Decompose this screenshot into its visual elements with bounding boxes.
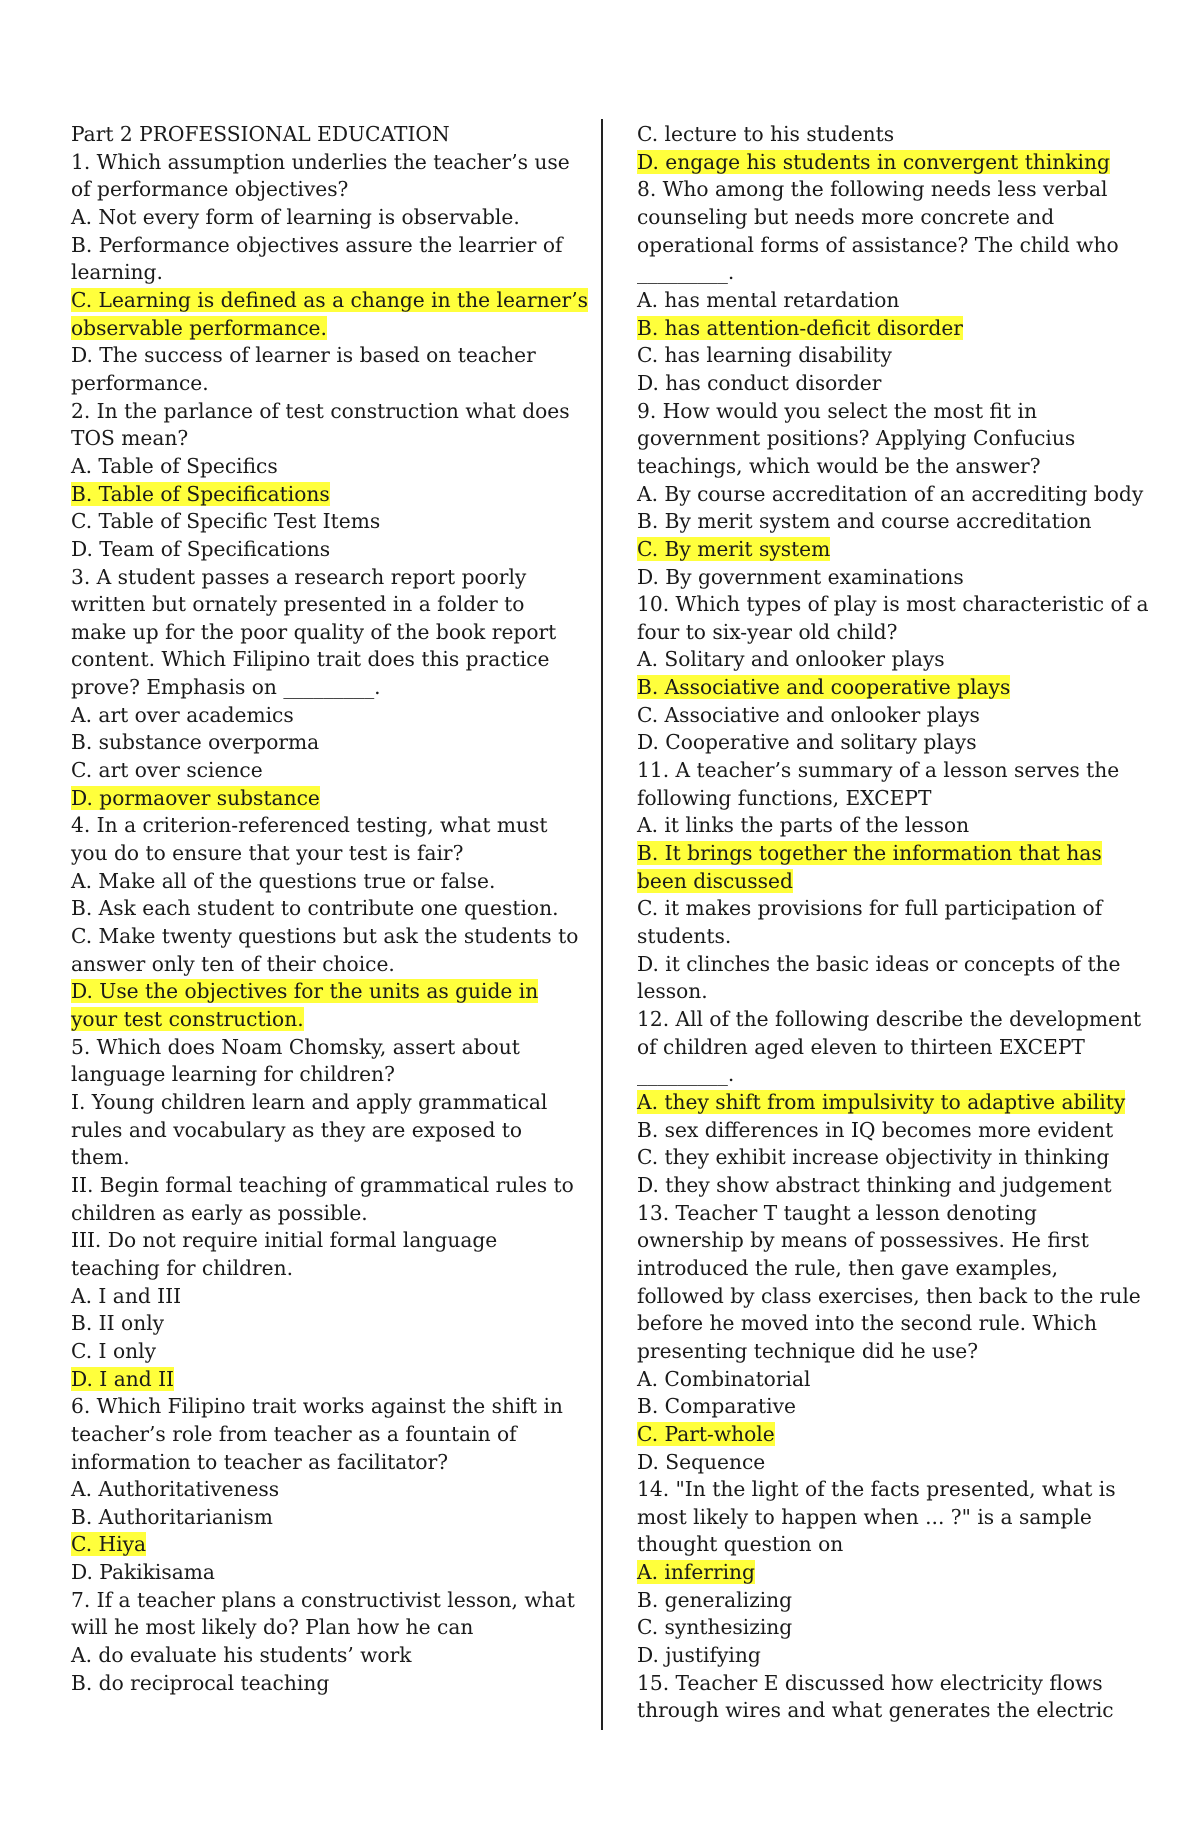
left-column-line	[71, 1587, 593, 1615]
left-column-line	[71, 1006, 593, 1034]
left-column-line	[71, 1504, 593, 1532]
right-column-line	[637, 812, 1135, 840]
line-text: II. Begin formal teaching of grammatical rules to	[71, 1172, 574, 1197]
right-column-line	[637, 481, 1144, 509]
left-column-line	[71, 757, 593, 785]
line-text: B. Performance objectives assure the learrier of	[71, 232, 563, 257]
right-column-line	[637, 564, 1135, 592]
line-text: government positions? Applying Confucius	[637, 426, 1076, 451]
line-text: III. Do not require initial formal language	[71, 1228, 498, 1253]
right-column-line	[637, 1504, 1135, 1532]
right-column-line	[637, 868, 1135, 896]
left-column-line	[71, 370, 593, 398]
left-column-line	[71, 536, 593, 564]
left-column-line	[71, 1531, 593, 1559]
left-column-line	[71, 1393, 593, 1421]
right-column-line	[637, 1338, 1135, 1366]
right-column-line	[637, 176, 1135, 204]
left-column-line	[71, 1449, 593, 1477]
left-column-line	[71, 702, 593, 730]
right-column-line	[637, 591, 1149, 619]
left-column-line	[71, 1144, 593, 1172]
highlighted-answer-text: C. Hiya	[71, 1532, 147, 1557]
line-text: 9. How would you select the most fit in	[637, 398, 1038, 423]
line-text: them.	[71, 1145, 130, 1170]
highlighted-answer-text: your test construction.	[71, 1007, 304, 1031]
line-text: 12. All of the following describe the development	[637, 1007, 1142, 1031]
right-column-line	[637, 1393, 1135, 1421]
right-column-line	[637, 1642, 1135, 1670]
left-column-line	[71, 1034, 593, 1062]
line-text: before he moved into the second rule. Which	[637, 1311, 1097, 1336]
line-text: D. it clinches the basic ideas or concepts of the	[637, 951, 1121, 976]
line-text: C. art over science	[71, 758, 263, 783]
left-column-line	[71, 868, 593, 896]
line-text: of children aged eleven to thirteen EXCEPT	[637, 1034, 1085, 1059]
left-column-line	[71, 1172, 593, 1200]
line-text: counseling but needs more concrete and	[637, 204, 1055, 229]
right-column-line	[637, 1200, 1135, 1228]
line-text: 5. Which does Noam Chomsky, assert about	[71, 1034, 520, 1059]
line-text: C. Table of Specific Test Items	[71, 509, 381, 534]
line-text: of performance objectives?	[71, 177, 349, 202]
right-column-line	[637, 1587, 1135, 1615]
line-text: C. Associative and onlooker plays	[637, 702, 980, 727]
line-text: D. Pakikisama	[71, 1560, 215, 1585]
right-column-line	[637, 1283, 1141, 1311]
right-column-line	[637, 398, 1135, 426]
line-text: B. Comparative	[637, 1394, 796, 1419]
right-column-line	[637, 536, 1135, 564]
left-column-line	[71, 287, 593, 315]
line-text: D. Sequence	[637, 1449, 766, 1474]
highlighted-answer-text: C. Learning is defined as a change in the learner’s	[71, 287, 588, 312]
line-text: introduced the rule, then gave examples,	[637, 1255, 1059, 1280]
line-text: D. By government examinations	[637, 564, 964, 589]
line-text: B. II only	[71, 1311, 165, 1336]
line-text: D. The success of learner is based on teacher	[71, 343, 536, 368]
line-text: C. synthesizing	[637, 1615, 793, 1640]
right-column-line	[637, 1227, 1135, 1255]
left-column-line	[71, 840, 593, 868]
left-column-line	[71, 1255, 593, 1283]
highlighted-answer-text: C. By merit system	[637, 536, 831, 561]
line-text: D. Team of Specifications	[71, 536, 331, 561]
line-text: B. substance overporma	[71, 730, 320, 755]
right-column-line	[637, 1061, 1135, 1089]
left-column-line	[71, 204, 593, 232]
line-text: 13. Teacher T taught a lesson denoting	[637, 1200, 1037, 1225]
line-text: B. Ask each student to contribute one question.	[71, 896, 559, 921]
left-column-line	[71, 315, 593, 343]
line-text: rules and vocabulary as they are exposed to	[71, 1117, 523, 1142]
line-text: C. lecture to his students	[637, 122, 895, 146]
line-text: 8. Who among the following needs less verbal	[637, 177, 1108, 202]
left-column-line	[71, 232, 593, 260]
right-column-line	[637, 1117, 1135, 1145]
left-column-line	[71, 674, 593, 702]
left-column-line	[71, 1476, 593, 1504]
line-text: C. it makes provisions for full participation of	[637, 896, 1103, 921]
line-text: 11. A teacher’s summary of a lesson serves the	[637, 758, 1120, 783]
left-column-line	[71, 1200, 593, 1228]
left-column-line	[71, 564, 593, 592]
highlighted-answer-text: D. engage his students in convergent thinking	[637, 149, 1110, 174]
right-column-line	[637, 757, 1135, 785]
left-column-line	[71, 1614, 593, 1642]
left-column-line	[71, 1283, 593, 1311]
right-column-line	[637, 342, 1135, 370]
line-text: you do to ensure that your test is fair?	[71, 841, 464, 866]
right-column-line	[637, 204, 1135, 232]
line-text: A. Solitary and onlooker plays	[637, 647, 945, 672]
left-column-line	[71, 1421, 593, 1449]
left-column-line	[71, 951, 593, 979]
highlighted-answer-text: been discussed	[637, 868, 793, 893]
left-column-line	[71, 923, 593, 951]
right-column-line	[637, 1531, 1135, 1559]
line-text: teacher’s role from teacher as a fountain of	[71, 1421, 517, 1446]
line-text: A. Not every form of learning is observable.	[71, 204, 520, 229]
left-column-line	[71, 1670, 593, 1698]
line-text: teachings, which would be the answer?	[637, 453, 1041, 478]
highlighted-answer-text: A. inferring	[637, 1560, 755, 1585]
line-text: A. I and III	[71, 1283, 182, 1308]
right-column-line	[637, 1670, 1135, 1698]
right-column-line	[637, 1697, 1135, 1725]
line-text: presenting technique did he use?	[637, 1338, 979, 1363]
right-column-line	[637, 1366, 1135, 1394]
line-text: prove? Emphasis on _________.	[71, 675, 381, 700]
line-text: A. By course accreditation of an accrediting body	[637, 481, 1144, 506]
right-column-line	[637, 646, 1135, 674]
highlighted-answer-text: B. has attention-deficit disorder	[637, 315, 963, 340]
line-text: teaching for children.	[71, 1255, 294, 1280]
line-text: followed by class exercises, then back to the rule	[637, 1283, 1141, 1308]
highlighted-answer-text: B. It brings together the information that has	[637, 841, 1102, 866]
line-text: 14. "In the light of the facts presented, what is	[637, 1477, 1116, 1502]
line-text: lesson.	[637, 979, 708, 1004]
right-column-line	[637, 453, 1135, 481]
left-column-line	[71, 508, 593, 536]
line-text: A. Table of Specifics	[71, 453, 278, 478]
right-column-line	[637, 370, 1135, 398]
line-text: content. Which Filipino trait does this practice	[71, 647, 550, 672]
line-text: _________.	[637, 1062, 735, 1087]
right-column-line	[637, 1310, 1135, 1338]
highlighted-answer-text: B. Associative and cooperative plays	[637, 675, 1011, 700]
line-text: D. has conduct disorder	[637, 370, 882, 395]
left-column-line	[71, 398, 593, 426]
line-text: B. Authoritarianism	[71, 1504, 273, 1529]
line-text: D. Cooperative and solitary plays	[637, 730, 977, 755]
line-text: following functions, EXCEPT	[637, 785, 932, 810]
line-text: B. By merit system and course accreditation	[637, 509, 1092, 534]
left-column-line	[71, 1366, 593, 1394]
right-column-line	[637, 121, 1135, 149]
left-column-line	[71, 646, 593, 674]
right-column-line	[637, 1034, 1135, 1062]
line-text: A. Authoritativeness	[71, 1477, 280, 1502]
line-text: A. has mental retardation	[637, 287, 900, 312]
line-text: 7. If a teacher plans a constructivist lesson, what	[71, 1587, 575, 1612]
left-column-line	[71, 1642, 593, 1670]
highlighted-answer-text: B. Table of Specifications	[71, 481, 330, 506]
line-text: will he most likely do? Plan how he can	[71, 1615, 474, 1640]
line-text: B. sex differences in IQ becomes more evident	[637, 1117, 1114, 1142]
line-text: 3. A student passes a research report poorly	[71, 564, 527, 589]
right-column-line	[637, 785, 1135, 813]
right-column-line	[637, 923, 1135, 951]
left-column-line	[71, 481, 593, 509]
line-text: B. generalizing	[637, 1587, 793, 1612]
right-column	[637, 121, 1149, 1725]
line-text: 10. Which types of play is most characteristic of a	[637, 592, 1149, 617]
line-text: thought question on	[637, 1532, 844, 1557]
left-column-line	[71, 453, 593, 481]
left-column-line	[71, 1089, 593, 1117]
line-text: through wires and what generates the electric	[637, 1698, 1114, 1723]
line-text: A. it links the parts of the lesson	[637, 813, 970, 838]
right-column-line	[637, 1172, 1135, 1200]
right-column-line	[637, 1449, 1135, 1477]
line-text: C. Make twenty questions but ask the students to	[71, 924, 579, 949]
line-text: A. Make all of the questions true or false.	[71, 868, 496, 893]
right-column-line	[637, 287, 1135, 315]
right-column-line	[637, 702, 1135, 730]
line-text: performance.	[71, 370, 209, 395]
line-text: B. do reciprocal teaching	[71, 1670, 330, 1695]
left-column-line	[71, 591, 593, 619]
highlighted-answer-text: C. Part-whole	[637, 1421, 775, 1446]
line-text: operational forms of assistance? The child who	[637, 232, 1119, 257]
right-column-line	[637, 619, 1135, 647]
line-text: 15. Teacher E discussed how electricity flows	[637, 1670, 1103, 1695]
right-column-line	[637, 978, 1135, 1006]
right-column-line	[637, 425, 1135, 453]
line-text: A. art over academics	[71, 702, 294, 727]
line-text: students.	[637, 924, 732, 949]
left-column-line	[71, 1061, 593, 1089]
line-text: D. they show abstract thinking and judgement	[637, 1172, 1112, 1197]
left-column-line	[71, 1310, 593, 1338]
left-column-line	[71, 729, 593, 757]
line-text: ownership by means of possessives. He first	[637, 1228, 1089, 1253]
line-text: 2. In the parlance of test construction what does	[71, 398, 570, 423]
line-text: 6. Which Filipino trait works against the shift in	[71, 1394, 563, 1419]
left-column-line	[71, 342, 593, 370]
right-column-line	[637, 508, 1135, 536]
left-column-line	[71, 425, 593, 453]
left-column-line	[71, 619, 593, 647]
line-text: A. do evaluate his students’ work	[71, 1643, 412, 1668]
highlighted-answer-text: D. Use the objectives for the units as guide in	[71, 979, 539, 1004]
right-column-line	[637, 1255, 1135, 1283]
highlighted-answer-text: D. pormaover substance	[71, 785, 320, 810]
line-text: information to teacher as facilitator?	[71, 1449, 449, 1474]
line-text: C. has learning disability	[637, 343, 892, 368]
right-column-line	[637, 259, 1135, 287]
left-column-line	[71, 812, 593, 840]
right-column-line	[637, 1476, 1135, 1504]
line-text: A. Combinatorial	[637, 1366, 811, 1391]
line-text: 4. In a criterion-referenced testing, what must	[71, 813, 548, 838]
highlighted-answer-text: D. I and II	[71, 1366, 175, 1391]
line-text: answer only ten of their choice.	[71, 951, 395, 976]
left-column-line	[71, 785, 593, 813]
right-column-line	[637, 1089, 1135, 1117]
column-divider	[601, 119, 603, 1730]
right-column-line	[637, 951, 1135, 979]
right-column-line	[637, 729, 1135, 757]
line-text: children as early as possible.	[71, 1200, 368, 1225]
right-column-line	[637, 1144, 1135, 1172]
line-text: language learning for children?	[71, 1062, 395, 1087]
left-column-line	[71, 1117, 593, 1145]
line-text: 1. Which assumption underlies the teacher’s use	[71, 149, 570, 174]
line-text: C. they exhibit increase objectivity in thinking	[637, 1145, 1110, 1170]
right-column-line	[637, 895, 1135, 923]
right-column-line	[637, 1006, 1142, 1034]
right-column-line	[637, 232, 1135, 260]
line-text: Part 2 PROFESSIONAL EDUCATION	[71, 122, 450, 146]
line-text: C. I only	[71, 1338, 156, 1363]
line-text: four to six-year old child?	[637, 619, 898, 644]
right-column-line	[637, 1614, 1135, 1642]
left-column-line	[71, 149, 593, 177]
highlighted-answer-text: A. they shift from impulsivity to adaptive ability	[637, 1089, 1126, 1114]
right-column-line	[637, 1421, 1135, 1449]
line-text: most likely to happen when ... ?" is a sample	[637, 1504, 1092, 1529]
line-text: D. justifying	[637, 1643, 761, 1668]
right-column-line	[637, 149, 1135, 177]
left-column-line	[71, 259, 593, 287]
left-column-line	[71, 978, 593, 1006]
line-text: learning.	[71, 260, 163, 285]
line-text: I. Young children learn and apply grammatical	[71, 1089, 548, 1114]
left-column	[71, 121, 593, 1697]
line-text: TOS mean?	[71, 426, 189, 451]
line-text: written but ornately presented in a folder to	[71, 592, 525, 617]
highlighted-answer-text: observable performance.	[71, 315, 327, 340]
right-column-line	[637, 315, 1135, 343]
left-column-line	[71, 895, 593, 923]
right-column-line	[637, 674, 1135, 702]
right-column-line	[637, 840, 1135, 868]
line-text: _________.	[637, 260, 735, 285]
right-column-line	[637, 1559, 1135, 1587]
left-column-line	[71, 121, 593, 149]
left-column-line	[71, 176, 593, 204]
left-column-line	[71, 1338, 593, 1366]
left-column-line	[71, 1559, 593, 1587]
left-column-line	[71, 1227, 593, 1255]
line-text: make up for the poor quality of the book report	[71, 619, 557, 644]
